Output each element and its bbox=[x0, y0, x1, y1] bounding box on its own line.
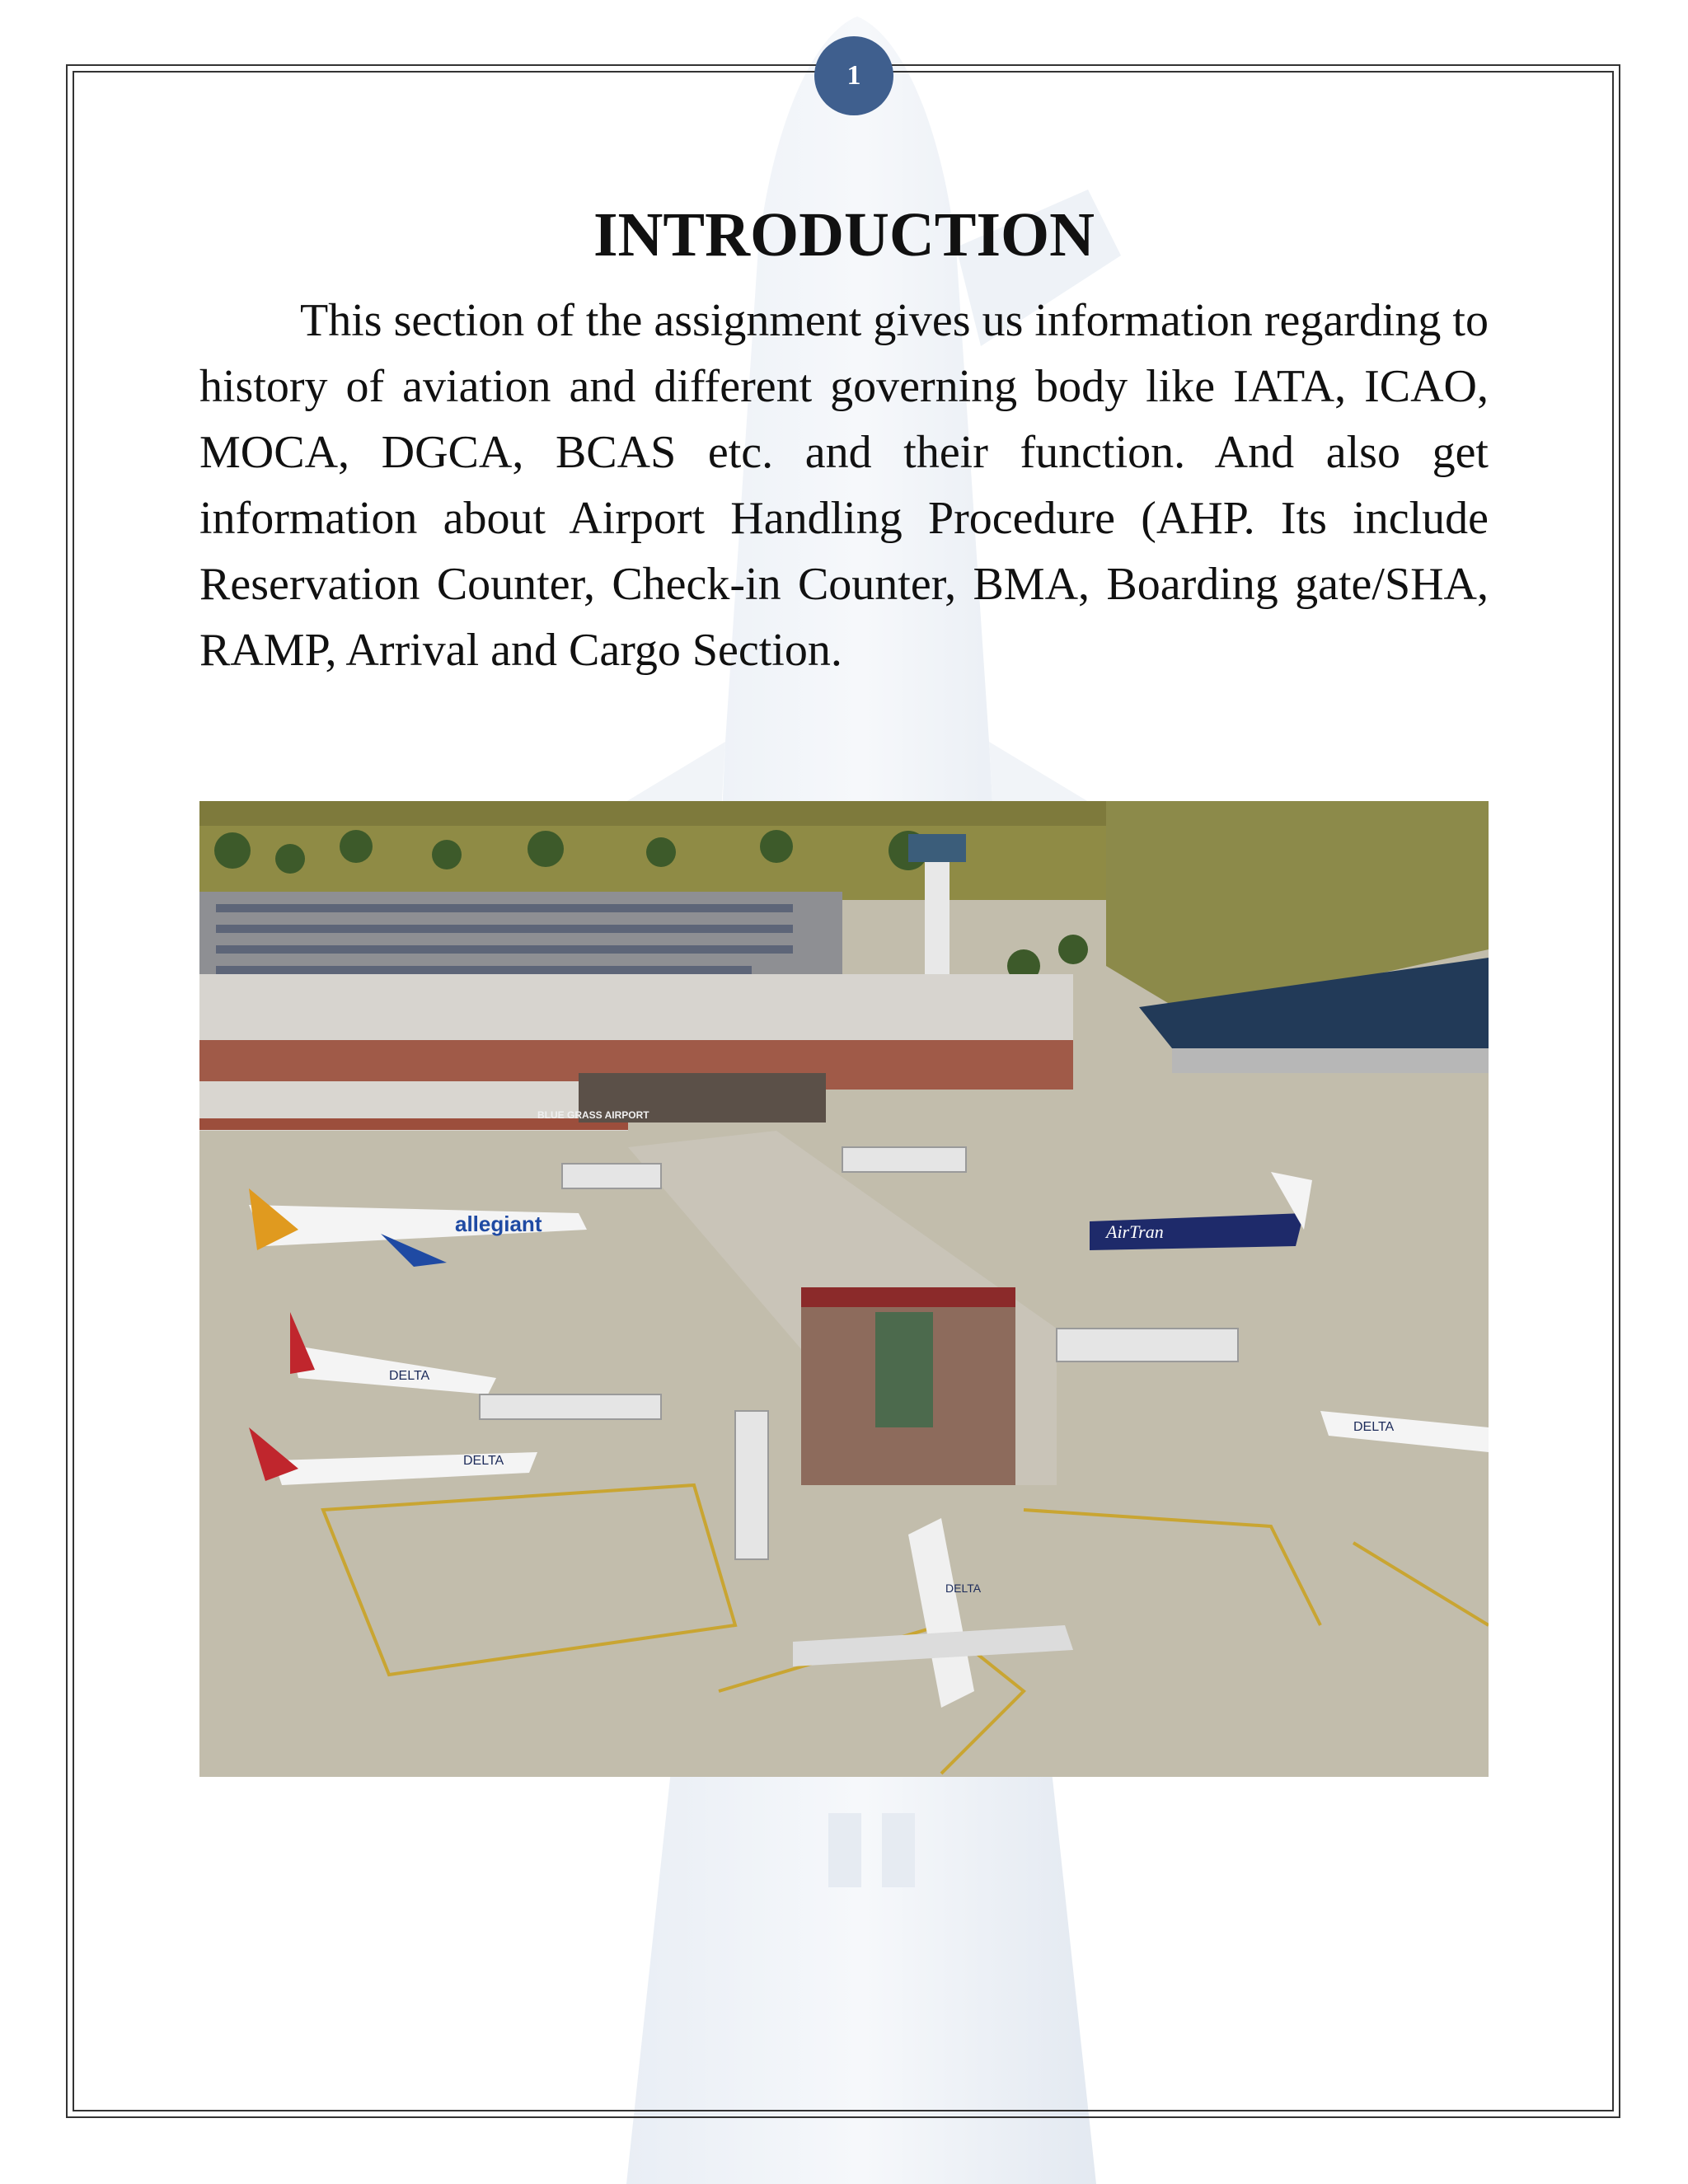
delta-livery-4: DELTA bbox=[945, 1582, 982, 1595]
terminal-sign: BLUE GRASS AIRPORT bbox=[537, 1109, 649, 1121]
allegiant-livery: allegiant bbox=[455, 1212, 542, 1236]
delta-livery-1: DELTA bbox=[389, 1369, 430, 1383]
page-title: INTRODUCTION bbox=[593, 200, 1095, 269]
intro-paragraph: This section of the assignment gives us information regarding to history of aviation and different governing body like IATA, ICAO, MOCA, DGCA, BCAS etc. and their function. And also get information about Airport Handling Procedure (AHP. Its include Reservation Counter, Check-in Counter, BMA, Boarding gate/SHA, RAMP, Arrival and Cargo Section. bbox=[199, 295, 1489, 677]
airtran-livery: AirTran bbox=[1106, 1221, 1164, 1242]
document-content bbox=[199, 198, 1489, 683]
page-number-badge bbox=[814, 36, 893, 115]
airport-aerial-photo bbox=[199, 801, 1489, 1777]
delta-livery-3: DELTA bbox=[1353, 1420, 1395, 1434]
delta-livery-2: DELTA bbox=[463, 1454, 504, 1468]
airport-photo-drawing bbox=[199, 801, 1489, 1777]
page-number: 1 bbox=[846, 60, 861, 91]
